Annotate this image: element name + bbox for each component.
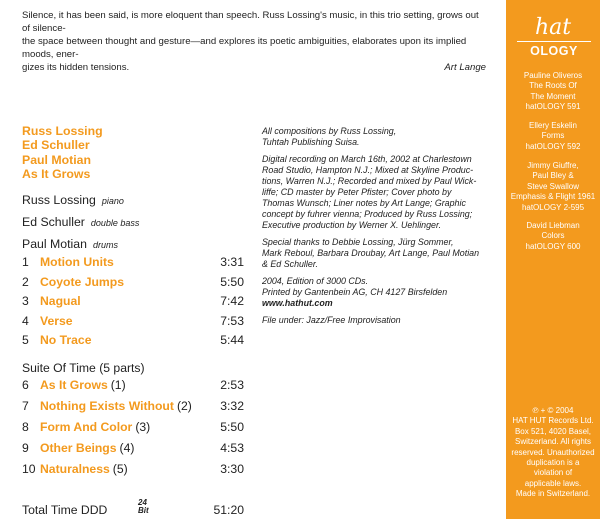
- musician-instrument: double bass: [90, 218, 140, 228]
- logo-ology-text: OLOGY: [530, 44, 578, 58]
- credits-genre: File under: Jazz/Free Improvisation: [262, 315, 401, 325]
- track-duration: 2:53: [220, 378, 244, 392]
- track-row: [22, 294, 244, 310]
- track-duration: 3:32: [220, 399, 244, 413]
- musician-row: [22, 212, 139, 234]
- artist-name: Paul Motian: [22, 152, 92, 167]
- track-number: 6: [22, 378, 29, 392]
- track-number: 1: [22, 255, 29, 269]
- suite-label: Suite Of Time (5 parts): [22, 361, 145, 375]
- track-duration: 3:30: [220, 462, 244, 476]
- track-number: 2: [22, 275, 29, 289]
- track-title: No Trace: [40, 333, 92, 347]
- catalog-entry: Jimmy Giuffre, Paul Bley & Steve Swallow Emphasis & Flight 1961 hatOLOGY 2-595: [510, 161, 596, 212]
- logo-hat-text: hat: [535, 15, 572, 40]
- catalog-entry: David Liebman Colors hatOLOGY 600: [525, 221, 581, 251]
- track-number: 7: [22, 399, 29, 413]
- musician-row: [22, 234, 139, 256]
- track-number: 4: [22, 314, 29, 328]
- musician-name: Paul Motian: [22, 237, 87, 251]
- track-title: Verse: [40, 314, 73, 328]
- intro-line: the space between thought and gesture—and explores its poetic ambiguities, elaborates upon its implied moods, ener-: [22, 36, 467, 60]
- track-title: Other Beings (4): [40, 441, 135, 455]
- total-duration: 51:20: [213, 503, 244, 517]
- track-title: Form And Color (3): [40, 420, 151, 434]
- track-duration: 5:50: [220, 275, 244, 289]
- liner-notes: [262, 126, 494, 332]
- track-number: 5: [22, 333, 29, 347]
- track-number: 3: [22, 294, 29, 308]
- musician-instrument: piano: [101, 196, 124, 206]
- track-duration: 3:31: [220, 255, 244, 269]
- album-title: As It Grows: [22, 167, 91, 182]
- track-row: [22, 314, 244, 330]
- track-duration: 5:44: [220, 333, 244, 347]
- artist-name: Ed Schuller: [22, 138, 90, 153]
- hatology-logo: [517, 16, 591, 60]
- track-duration: 5:50: [220, 420, 244, 434]
- track-row: [22, 399, 244, 415]
- track-number: 8: [22, 420, 29, 434]
- track-number: 10: [22, 462, 36, 476]
- musician-name: Russ Lossing: [22, 193, 96, 207]
- catalog-entry: Ellery Eskelin Forms hatOLOGY 592: [525, 121, 581, 151]
- copyright-notice: ℗ + © 2004 HAT HUT Records Ltd. Box 521, 4020 Basel, Switzerland. All rights reserved. Unauthorized duplication is a violation of applicable laws. Made in Switzerland.: [511, 406, 595, 499]
- track-row: [22, 441, 244, 457]
- track-row: [22, 275, 244, 291]
- track-row: [22, 378, 244, 394]
- track-number: 9: [22, 441, 29, 455]
- track-row: [22, 255, 244, 271]
- catalog-entry: Pauline Oliveros The Roots Of The Moment hatOLOGY 591: [523, 71, 583, 112]
- musician-row: [22, 190, 139, 212]
- track-title: Coyote Jumps: [40, 275, 124, 289]
- track-row: [22, 420, 244, 436]
- track-title: As It Grows (1): [40, 378, 126, 392]
- album-heading: [22, 124, 103, 182]
- artist-name: Russ Lossing: [22, 124, 103, 138]
- credits-thanks: Special thanks to Debbie Lossing, Jürg Sommer, Mark Reboul, Barbara Droubay, Art Lange, Paul Motian & Ed Schuller.: [262, 237, 480, 269]
- track-title: Nothing Exists Without (2): [40, 399, 192, 413]
- intro-attribution: Art Lange: [444, 62, 486, 73]
- track-row: [22, 462, 244, 478]
- musician-instrument: drums: [92, 240, 118, 250]
- musician-name: Ed Schuller: [22, 215, 85, 229]
- track-row: [22, 333, 244, 349]
- track-title: Motion Units: [40, 255, 114, 269]
- intro-line: Silence, it has been said, is more eloquent than speech. Russ Lossing's music, in this trio setting, grows out of silence-: [22, 10, 479, 34]
- credits-compositions: All compositions by Russ Lossing, Tuhtah Publishing Suisa.: [262, 126, 397, 147]
- track-title: Naturalness (5): [40, 462, 128, 476]
- intro-line: gizes its hidden tensions.: [22, 62, 130, 73]
- intro-text: [22, 9, 486, 74]
- logo-divider: [517, 41, 591, 42]
- track-duration: 7:42: [220, 294, 244, 308]
- track-title: Nagual: [40, 294, 81, 308]
- musician-credits: [22, 190, 139, 256]
- 24bit-logo: 24 Bit: [138, 498, 149, 515]
- credits-recording: Digital recording on March 16th, 2002 at Charlestown Road Studio, Hampton N.J.; Mixed at Skyline Produc- tions, Warren N.J.; Recorded and mixed by Paul Wick- liffe; CD master by Peter Pfister; Cover photo by Thomas Wunsch; Liner notes by Art Lange; Graphic concept by fuhrer vienna; Produced by Russ Lossing; Executive production by Werner X. Uehlinger.: [262, 154, 477, 230]
- website-link[interactable]: www.hathut.com: [262, 298, 333, 308]
- track-duration: 4:53: [220, 441, 244, 455]
- total-time-label: Total Time DDD: [22, 503, 108, 517]
- track-duration: 7:53: [220, 314, 244, 328]
- credits-edition: 2004, Edition of 3000 CDs. Printed by Gantenbein AG, CH 4127 Birsfelden www.hathut.com: [262, 276, 448, 308]
